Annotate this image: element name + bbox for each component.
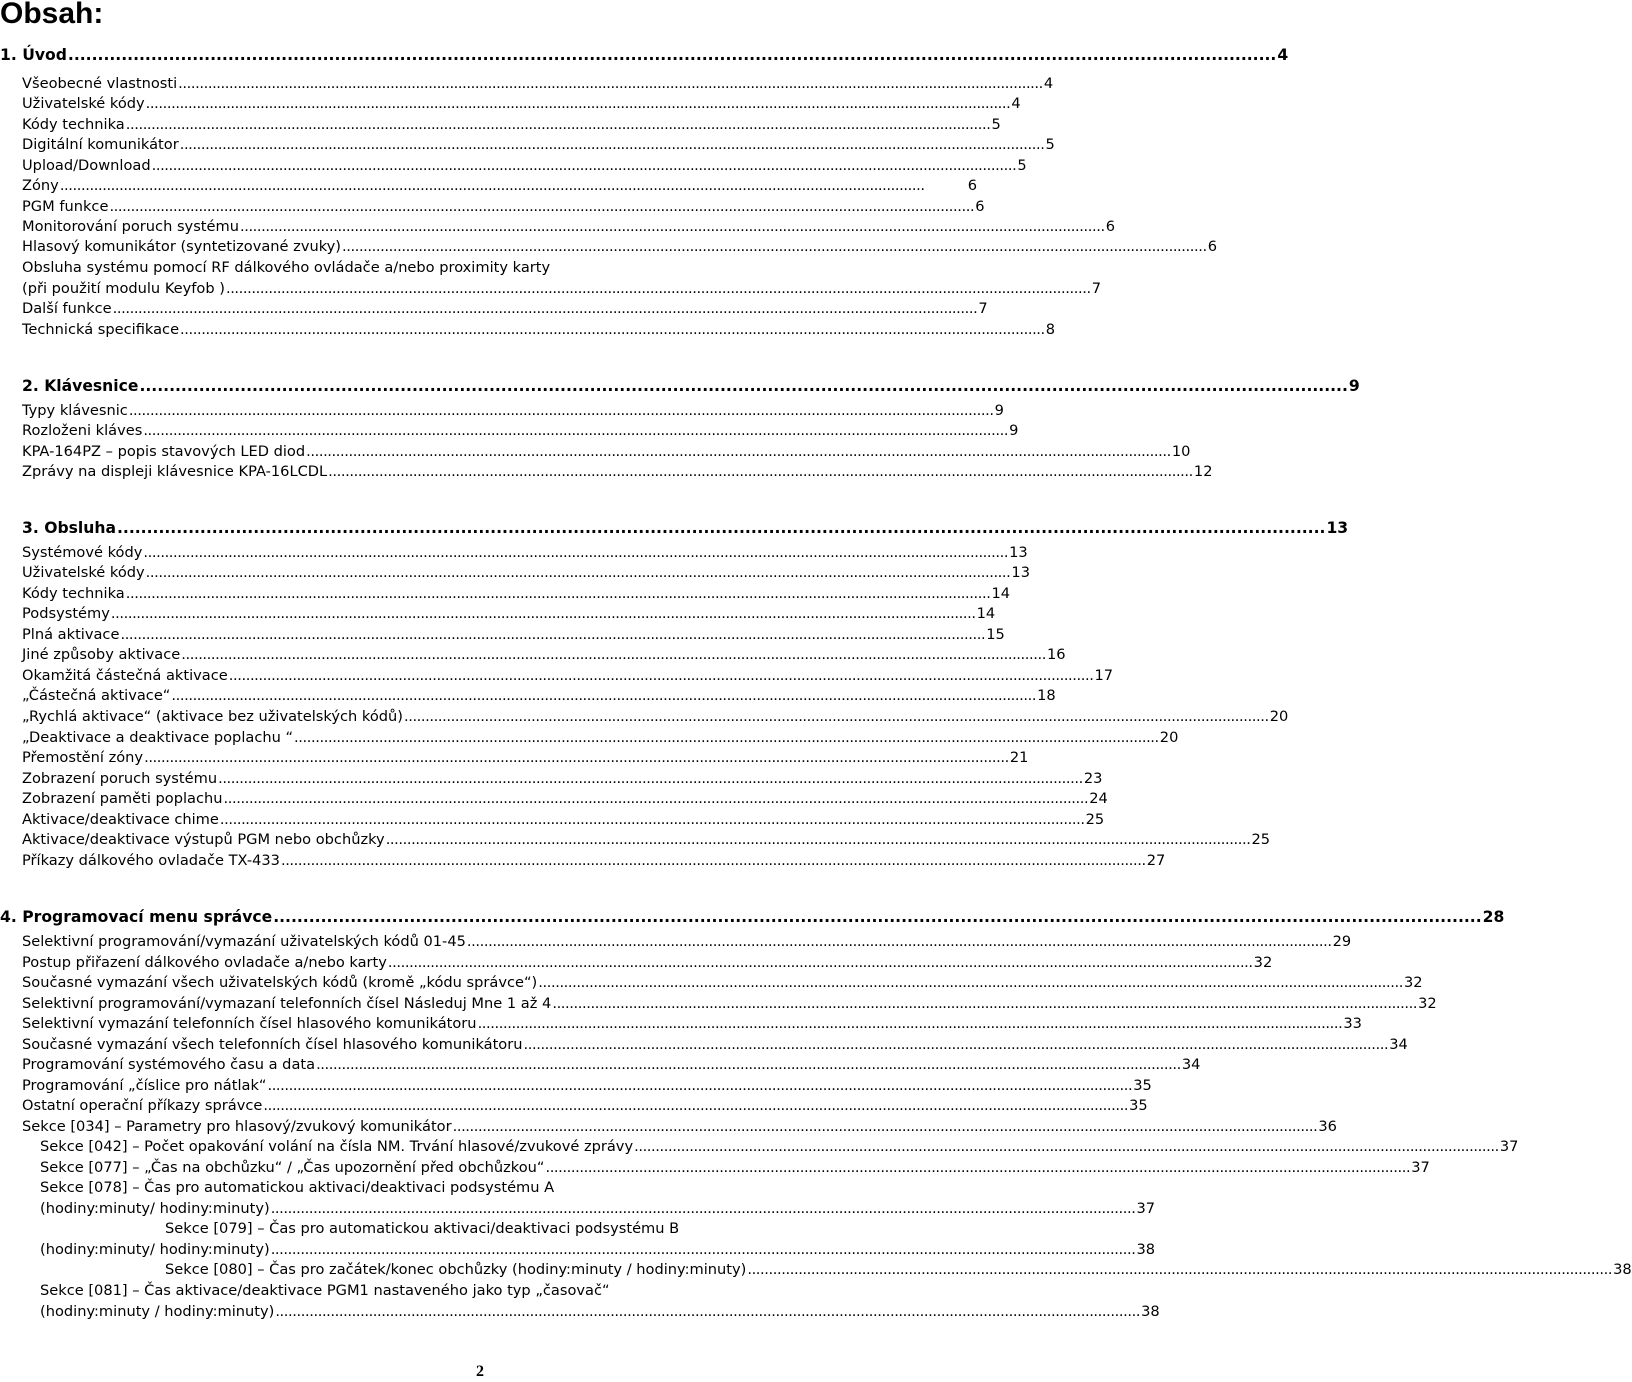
dot-leader: ............................................................................................................................................................................................................ [145, 564, 1011, 581]
toc-entry-page: 25 [1251, 831, 1271, 848]
toc-entry[interactable] [0, 973, 1423, 993]
toc-entry[interactable] [0, 237, 1218, 257]
dot-leader: ............................................................................................................................................................................................................ [634, 1138, 1499, 1155]
toc-entry-label: Hlasový komunikátor (syntetizované zvuky) [22, 238, 341, 255]
toc-entry[interactable] [0, 666, 1114, 686]
dot-leader: ............................................................................................................................................................................................................ [128, 402, 994, 419]
toc-entry-label: Současné vymazání všech uživatelských kódů (kromě „kódu správce“) [22, 974, 538, 991]
toc-entry-page: 8 [1045, 321, 1056, 338]
toc-entry[interactable] [0, 94, 1021, 114]
dot-leader: ............................................................................................................................................................................................................ [145, 95, 1011, 112]
toc-entry-label: Sekce [078] – Čas pro automatickou aktivaci/deaktivaci podsystému A [40, 1179, 555, 1196]
toc-entry-page: 35 [1133, 1077, 1152, 1094]
dot-leader: ............................................................................................................................................................................................................ [538, 974, 1403, 991]
toc-entry[interactable] [0, 851, 1166, 871]
dot-leader: ............................................................................................................................................................................................................ [545, 1159, 1411, 1176]
toc-entry[interactable] [0, 728, 1179, 748]
toc-entry[interactable] [0, 156, 1027, 176]
toc-entry-label: (při použití modulu Keyfob ) [22, 280, 225, 297]
toc-entry-page: 29 [1332, 933, 1352, 950]
toc-entry-label: „Rychlá aktivace“ (aktivace bez uživatelských kódů) [22, 708, 403, 725]
toc-entry-page: 7 [978, 300, 988, 317]
toc-entry-page: 13 [1011, 564, 1030, 581]
toc-entry[interactable] [0, 810, 1105, 830]
toc-entry-page: 12 [1193, 463, 1213, 480]
toc-entry-label: Uživatelské kódy [22, 95, 145, 112]
toc-entry-label: Jiné způsoby aktivace [22, 646, 181, 663]
toc-entry-label: „Částečná aktivace“ [22, 687, 171, 704]
toc-entry[interactable] [0, 748, 1029, 768]
toc-entry-page: 6 [975, 198, 985, 215]
toc-entry-label: Sekce [042] – Počet opakování volání na čísla NM. Trvání hlasové/zvukové zprávy [40, 1138, 634, 1155]
toc-entry-label: Sekce [079] – Čas pro automatickou aktivaci/deaktivaci podsystému B [165, 1220, 680, 1237]
toc-entry-page: 9 [1009, 422, 1019, 439]
dot-leader: ............................................................................................................................................................................................................ [225, 280, 1091, 297]
toc-entry[interactable] [0, 1096, 1148, 1116]
toc-entry[interactable] [0, 135, 1055, 155]
dot-leader: ............................................................................................................................................................................................................ [59, 177, 925, 194]
toc-entry[interactable] [0, 1117, 1337, 1137]
toc-entry[interactable] [0, 279, 1101, 299]
dot-leader: ............................................................................................................................................................................................................ [116, 519, 1326, 537]
toc-entry-page: 16 [1046, 646, 1066, 663]
dot-leader: ............................................................................................................................................................................................................ [109, 198, 975, 215]
toc-chapter[interactable] [0, 907, 1505, 927]
toc-entry-label: Technická specifikace [22, 321, 180, 338]
toc-entry-label: Další funkce [22, 300, 112, 317]
dot-leader: ............................................................................................................................................................................................................ [552, 995, 1418, 1012]
toc-entry-page: 33 [1343, 1015, 1362, 1032]
toc-entry-page: 37 [1411, 1159, 1430, 1176]
toc-entry[interactable] [0, 115, 1001, 135]
toc-entry-label: Ostatní operační příkazy správce [22, 1097, 263, 1114]
toc-entry[interactable] [0, 686, 1056, 706]
toc-entry-label: Všeobecné vlastnosti [22, 75, 178, 92]
toc-entry-page: 15 [986, 626, 1005, 643]
dot-leader: ............................................................................................................................................................................................................ [267, 1077, 1133, 1094]
toc-entry-label: Sekce [034] – Parametry pro hlasový/zvukový komunikátor [22, 1118, 452, 1135]
dot-leader: ............................................................................................................................................................................................................ [466, 933, 1332, 950]
toc-entry[interactable] [0, 604, 996, 624]
toc-entry-page: 34 [1181, 1056, 1201, 1073]
toc-entry-page: 14 [976, 605, 996, 622]
toc-entry[interactable] [0, 1240, 1156, 1260]
toc-chapter[interactable] [0, 45, 1289, 65]
toc-entry-label: Selektivní programování/vymazání uživatelských kódů 01-45 [22, 933, 466, 950]
toc-entry-page: 6 [1207, 238, 1218, 255]
toc-entry[interactable] [0, 994, 1437, 1014]
toc-entry-label: Sekce [081] – Čas aktivace/deaktivace PGM1 nastaveného jako typ „časovač“ [40, 1282, 610, 1299]
dot-leader: ............................................................................................................................................................................................................ [228, 667, 1094, 684]
page-title: Obsah: [0, 0, 104, 30]
dot-leader: ............................................................................................................................................................................................................ [218, 770, 1083, 787]
dot-leader: ............................................................................................................................................................................................................ [270, 1200, 1136, 1217]
toc-entry-label: Digitální komunikátor [22, 136, 179, 153]
toc-entry[interactable] [0, 401, 1004, 421]
toc-entry-page: 21 [1009, 749, 1029, 766]
toc-entry-page: 13 [1326, 519, 1349, 537]
page-number: 2 [476, 1363, 484, 1380]
toc-entry-label: Uživatelské kódy [22, 564, 145, 581]
toc-entry-page: 38 [1141, 1303, 1160, 1320]
toc-entry-label: Příkazy dálkového ovladače TX-433 [22, 852, 280, 869]
toc-entry-label: Plná aktivace [22, 626, 120, 643]
toc-entry[interactable] [0, 769, 1103, 789]
toc-entry[interactable] [0, 1158, 1430, 1178]
toc-entry-label: (hodiny:minuty / hodiny:minuty) [40, 1303, 275, 1320]
dot-leader: ............................................................................................................................................................................................................ [144, 749, 1009, 766]
dot-leader: ............................................................................................................................................................................................................ [178, 75, 1043, 92]
toc-entry-page: 18 [1037, 687, 1056, 704]
toc-entry[interactable] [0, 1260, 1632, 1280]
toc-entry-label: Kódy technika [22, 116, 125, 133]
toc-entry-page: 7 [1091, 280, 1101, 297]
toc-entry-label: Programování „číslice pro nátlak“ [22, 1077, 267, 1094]
toc-entry[interactable] [0, 421, 1019, 441]
toc-entry[interactable] [0, 543, 1028, 563]
toc-entry[interactable] [0, 584, 1011, 604]
toc-entry-page: 20 [1159, 729, 1179, 746]
toc-entry-label: 1. Úvod [0, 46, 67, 64]
toc-entry-page: 37 [1499, 1138, 1519, 1155]
toc-entry-label: Aktivace/deaktivace výstupů PGM nebo obchůzky [22, 831, 385, 848]
toc-entry-label: Zobrazení poruch systému [22, 770, 218, 787]
toc-entry[interactable] [0, 830, 1271, 850]
dot-leader: ............................................................................................................................................................................................................ [294, 729, 1159, 746]
dot-leader: ............................................................................................................................................................................................................ [403, 708, 1269, 725]
toc-entry-page: 25 [1085, 811, 1105, 828]
toc-entry-page: 28 [1482, 908, 1505, 926]
toc-entry-label: Kódy technika [22, 585, 125, 602]
toc-entry-label: PGM funkce [22, 198, 109, 215]
toc-entry[interactable] [0, 1035, 1408, 1055]
toc-entry-label: 3. Obsluha [22, 519, 116, 537]
toc-entry-page: 4 [1043, 75, 1054, 92]
toc-entry-label: Rozloženi kláves [22, 422, 143, 439]
dot-leader: ............................................................................................................................................................................................................ [385, 831, 1251, 848]
toc-entry-page: 13 [1009, 544, 1028, 561]
toc-entry-page: 38 [1613, 1261, 1632, 1278]
toc-entry[interactable] [0, 645, 1066, 665]
toc-entry-page: 32 [1404, 974, 1423, 991]
dot-leader: ............................................................................................................................................................................................................ [477, 1015, 1343, 1032]
dot-leader: ............................................................................................................................................................................................................ [387, 954, 1253, 971]
dot-leader: ............................................................................................................................................................................................................ [110, 605, 976, 622]
toc-entry[interactable] [0, 1137, 1519, 1157]
dot-leader: ............................................................................................................................................................................................................ [280, 852, 1146, 869]
toc-entry-page: 4 [1277, 46, 1289, 64]
toc-entry-label: Zprávy na displeji klávesnice KPA-16LCDL [22, 463, 328, 480]
dot-leader: ............................................................................................................................................................................................................ [239, 218, 1105, 235]
toc-entry-label: 2. Klávesnice [22, 377, 139, 395]
toc-entry-page: 27 [1146, 852, 1166, 869]
toc-entry[interactable] [0, 320, 1056, 340]
toc-entry-page: 6 [967, 177, 977, 194]
toc-entry[interactable] [0, 462, 1213, 482]
toc-entry-page: 5 [991, 116, 1001, 133]
toc-entry-page: 9 [1348, 377, 1360, 395]
dot-leader: ............................................................................................................................................................................................................ [219, 811, 1085, 828]
toc-entry-page: 5 [1045, 136, 1055, 153]
toc-entry[interactable] [0, 1076, 1152, 1096]
dot-leader: ............................................................................................................................................................................................................ [341, 238, 1207, 255]
toc-entry[interactable] [0, 1055, 1201, 1075]
dot-leader: ............................................................................................................................................................................................................ [275, 1303, 1141, 1320]
toc-entry-label: Postup přiřazení dálkového ovladače a/nebo karty [22, 954, 387, 971]
dot-leader: ............................................................................................................................................................................................................ [223, 790, 1089, 807]
dot-leader: ............................................................................................................................................................................................................ [263, 1097, 1129, 1114]
toc-entry-page: 4 [1011, 95, 1021, 112]
dot-leader: ............................................................................................................................................................................................................ [67, 46, 1277, 64]
toc-entry-page: 14 [991, 585, 1011, 602]
dot-leader: ............................................................................................................................................................................................................ [143, 422, 1009, 439]
toc-entry-page: 17 [1094, 667, 1114, 684]
dot-leader: ............................................................................................................................................................................................................ [273, 908, 1482, 926]
toc-entry-page: 37 [1136, 1200, 1156, 1217]
dot-leader: ............................................................................................................................................................................................................ [180, 321, 1045, 338]
toc-entry[interactable] [0, 625, 1005, 645]
toc-entry-page: 36 [1318, 1118, 1337, 1135]
dot-leader: ............................................................................................................................................................................................................ [125, 116, 991, 133]
toc-entry-label: (hodiny:minuty/ hodiny:minuty) [40, 1241, 270, 1258]
dot-leader: ............................................................................................................................................................................................................ [452, 1118, 1318, 1135]
toc-entry[interactable] [0, 1178, 995, 1198]
toc-entry[interactable] [0, 197, 985, 217]
toc-entry-page: 23 [1083, 770, 1103, 787]
toc-entry-page: 32 [1418, 995, 1437, 1012]
toc-entry-label: Sekce [077] – „Čas na obchůzku“ / „Čas upozornění před obchůzkou“ [40, 1159, 545, 1176]
dot-leader: ............................................................................................................................................................................................................ [181, 646, 1046, 663]
dot-leader: ............................................................................................................................................................................................................ [747, 1261, 1613, 1278]
toc-entry-label: Sekce [080] – Čas pro začátek/konec obchůzky (hodiny:minuty / hodiny:minuty) [165, 1261, 747, 1278]
toc-entry[interactable] [0, 74, 1054, 94]
toc-entry-page: 35 [1129, 1097, 1148, 1114]
toc-entry-page: 10 [1171, 443, 1191, 460]
toc-entry-label: Selektivní programování/vymazaní telefonních čísel Následuj Mne 1 až 4 [22, 995, 552, 1012]
toc-entry-label: Přemostění zóny [22, 749, 144, 766]
toc-entry[interactable] [0, 1302, 1160, 1322]
toc-entry[interactable] [0, 1199, 1156, 1219]
toc-entry-label: Zóny [22, 177, 59, 194]
toc-entry[interactable] [0, 176, 977, 196]
toc-entry-page: 20 [1269, 708, 1289, 725]
toc-entry-page: 24 [1089, 790, 1108, 807]
toc-entry-page: 9 [994, 402, 1004, 419]
toc-entry-label: (hodiny:minuty/ hodiny:minuty) [40, 1200, 270, 1217]
dot-leader: ............................................................................................................................................................................................................ [125, 585, 991, 602]
toc-entry[interactable] [0, 1014, 1362, 1034]
toc-entry[interactable] [0, 1219, 1120, 1239]
toc-entry-page: 5 [1017, 157, 1027, 174]
toc-entry-label: 4. Programovací menu správce [0, 908, 273, 926]
toc-chapter[interactable] [0, 518, 1349, 538]
dot-leader: ............................................................................................................................................................................................................ [139, 377, 1348, 395]
toc-entry[interactable] [0, 258, 977, 278]
dot-leader: ............................................................................................................................................................................................................ [328, 463, 1193, 480]
dot-leader: ............................................................................................................................................................................................................ [112, 300, 978, 317]
dot-leader: ............................................................................................................................................................................................................ [306, 443, 1171, 460]
toc-entry[interactable] [0, 789, 1108, 809]
dot-leader: ............................................................................................................................................................................................................ [523, 1036, 1389, 1053]
dot-leader: ............................................................................................................................................................................................................ [120, 626, 986, 643]
toc-entry[interactable] [0, 932, 1352, 952]
toc-entry-page: 38 [1136, 1241, 1156, 1258]
toc-entry-label: Systémové kódy [22, 544, 143, 561]
toc-entry-label: Současné vymazání všech telefonních čísel hlasového komunikátoru [22, 1036, 523, 1053]
toc-entry-label: Selektivní vymazání telefonních čísel hlasového komunikátoru [22, 1015, 477, 1032]
dot-leader: ............................................................................................................................................................................................................ [143, 544, 1009, 561]
toc-entry[interactable] [0, 707, 1289, 727]
toc-entry[interactable] [0, 299, 988, 319]
toc-entry-label: KPA-164PZ – popis stavových LED diod [22, 443, 306, 460]
toc-entry[interactable] [0, 953, 1273, 973]
dot-leader: ............................................................................................................................................................................................................ [270, 1241, 1136, 1258]
toc-entry-label: „Deaktivace a deaktivace poplachu “ [22, 729, 294, 746]
toc-chapter[interactable] [0, 376, 1360, 396]
toc-entry-label: Typy klávesnic [22, 402, 128, 419]
toc-entry-label: Upload/Download [22, 157, 151, 174]
dot-leader: ............................................................................................................................................................................................................ [171, 687, 1037, 704]
dot-leader: ............................................................................................................................................................................................................ [151, 157, 1017, 174]
toc-entry-label: Monitorování poruch systému [22, 218, 239, 235]
dot-leader: ............................................................................................................................................................................................................ [179, 136, 1045, 153]
toc-entry[interactable] [0, 563, 1030, 583]
toc-entry-label: Podsystémy [22, 605, 110, 622]
toc-entry-page: 6 [1105, 218, 1116, 235]
toc-entry-label: Obsluha systému pomocí RF dálkového ovládače a/nebo proximity karty [22, 259, 551, 276]
toc-entry[interactable] [0, 442, 1191, 462]
toc-entry[interactable] [0, 217, 1116, 237]
toc-entry-label: Programování systémového času a data [22, 1056, 316, 1073]
dot-leader: ............................................................................................................................................................................................................ [316, 1056, 1181, 1073]
toc-entry-page: 32 [1253, 954, 1273, 971]
toc-entry[interactable] [0, 1281, 995, 1301]
toc-entry-label: Zobrazení paměti poplachu [22, 790, 223, 807]
toc-entry-page: 34 [1389, 1036, 1408, 1053]
toc-entry-label: Okamžitá částečná aktivace [22, 667, 228, 684]
toc-entry-label: Aktivace/deaktivace chime [22, 811, 219, 828]
